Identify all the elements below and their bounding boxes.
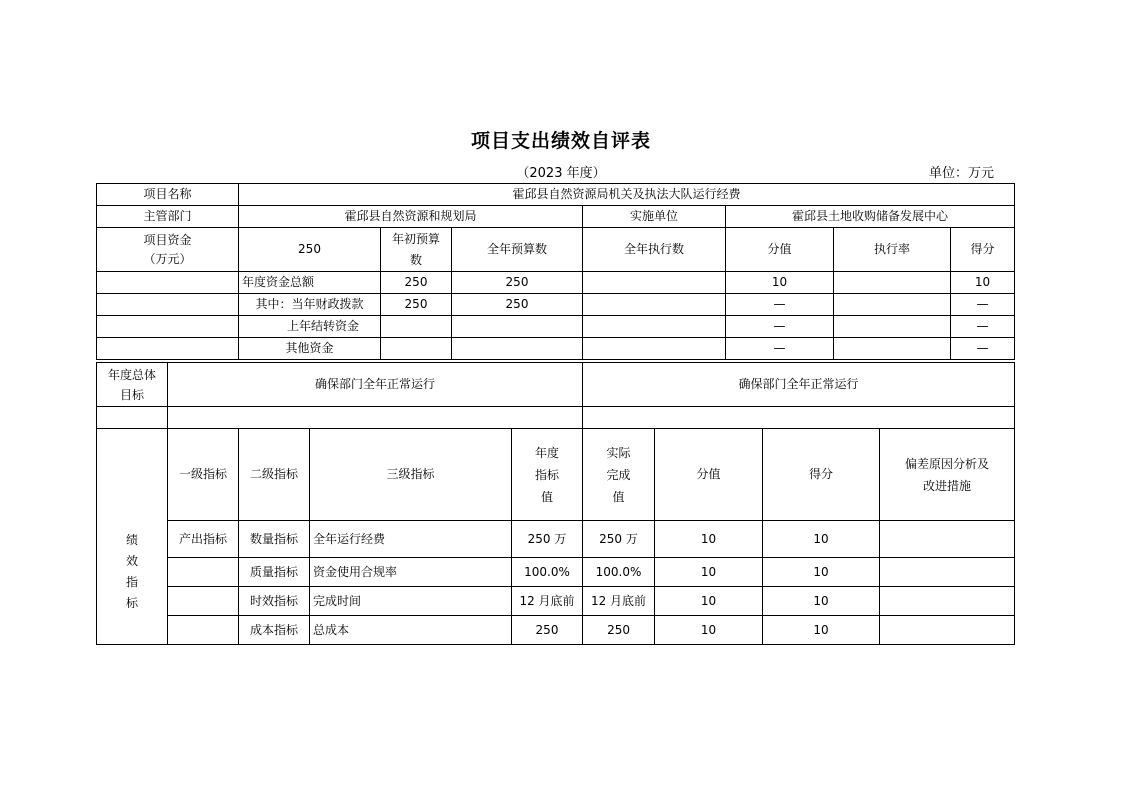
- indicator-score: 10: [763, 521, 880, 558]
- header-score: 得分: [951, 228, 1015, 272]
- fund-row-exec: [583, 294, 726, 316]
- header-exec-rate: 执行率: [834, 228, 951, 272]
- indicator-row: [97, 616, 1015, 645]
- fund-row-label: 其他资金: [239, 338, 381, 360]
- indicator-level2: 质量指标: [239, 558, 310, 587]
- header-target: [512, 429, 583, 521]
- header-actual-text: 实际 完成 值: [606, 445, 631, 504]
- header-initial-budget: 年初预算 数: [381, 228, 452, 272]
- indicator-row: [97, 558, 1015, 587]
- indicator-target: 250: [512, 616, 583, 645]
- indicator-level3: 完成时间: [310, 587, 512, 616]
- funds-amount: 250: [239, 228, 381, 272]
- indicator-level1: 产出指标: [168, 521, 239, 558]
- indicator-side-text: 绩 效 指 标: [125, 532, 138, 610]
- goal-blank: [168, 407, 583, 429]
- fund-row-blank: [97, 338, 239, 360]
- indicator-row: [97, 521, 1015, 558]
- indicator-deviation: [880, 558, 1015, 587]
- fund-row-rate: [834, 338, 951, 360]
- indicator-score-value: 10: [655, 521, 763, 558]
- department-label: 主管部门: [97, 206, 239, 228]
- indicator-level2: 时效指标: [239, 587, 310, 616]
- implementer-value: 霍邱县土地收购储备发展中心: [726, 206, 1015, 228]
- header-level2: 二级指标: [239, 429, 310, 521]
- indicator-level2: 数量指标: [239, 521, 310, 558]
- indicator-target: 100.0%: [512, 558, 583, 587]
- fund-row-annual: 250: [452, 294, 583, 316]
- fund-row-initial: 250: [381, 294, 452, 316]
- indicator-score-value: 10: [655, 558, 763, 587]
- indicator-deviation: [880, 616, 1015, 645]
- fund-row-rate: [834, 316, 951, 338]
- indicator-level2: 成本指标: [239, 616, 310, 645]
- fund-row-exec: [583, 316, 726, 338]
- indicator-level3: 全年运行经费: [310, 521, 512, 558]
- fund-row-annual: [452, 316, 583, 338]
- goal-actual: 确保部门全年正常运行: [583, 363, 1015, 407]
- goal-indicator-table: [96, 362, 1015, 645]
- fund-row-initial: [381, 316, 452, 338]
- goal-label: 年度总体 目标: [97, 363, 168, 407]
- fund-row-annual: [452, 338, 583, 360]
- department-row: [97, 206, 1015, 228]
- header-deviation: [880, 429, 1015, 521]
- indicator-level1: [168, 558, 239, 587]
- indicator-score: 10: [763, 558, 880, 587]
- fund-row-annual: 250: [452, 272, 583, 294]
- project-name-value: 霍邱县自然资源局机关及执法大队运行经费: [239, 184, 1015, 206]
- indicator-level3: 资金使用合规率: [310, 558, 512, 587]
- indicator-actual: 250 万: [583, 521, 655, 558]
- fund-row-score-value: —: [726, 294, 834, 316]
- fund-row-label: 上年结转资金: [239, 316, 381, 338]
- funds-label: [97, 228, 239, 272]
- header-score-value: 分值: [655, 429, 763, 521]
- indicator-target: 12 月底前: [512, 587, 583, 616]
- fund-row-label: 年度资金总额: [239, 272, 381, 294]
- fund-row-initial: [381, 338, 452, 360]
- funds-label-text: 项目资金: [143, 232, 192, 247]
- header-deviation-text: 偏差原因分析及 改进措施: [905, 456, 990, 493]
- project-name-row: [97, 184, 1015, 206]
- indicator-target: 250 万: [512, 521, 583, 558]
- fund-row-exec: [583, 338, 726, 360]
- fund-row-blank: [97, 316, 239, 338]
- evaluation-table-main: [96, 183, 1015, 360]
- indicator-side-label: [97, 429, 168, 645]
- indicator-level3: 总成本: [310, 616, 512, 645]
- fund-row-blank: [97, 272, 239, 294]
- funds-header-row: [97, 228, 1015, 272]
- goal-blank-row: [97, 407, 1015, 429]
- indicator-level1: [168, 616, 239, 645]
- goal-expected: 确保部门全年正常运行: [168, 363, 583, 407]
- indicator-actual: 250: [583, 616, 655, 645]
- indicator-actual: 12 月底前: [583, 587, 655, 616]
- fund-row-blank: [97, 294, 239, 316]
- fund-row-score: —: [951, 294, 1015, 316]
- fund-row-score-value: —: [726, 316, 834, 338]
- header-annual-budget: 全年预算数: [452, 228, 583, 272]
- fund-row-exec: [583, 272, 726, 294]
- fund-row: [97, 338, 1015, 360]
- indicator-score: 10: [763, 616, 880, 645]
- fund-row: [97, 316, 1015, 338]
- goal-blank: [583, 407, 1015, 429]
- fund-row-score-value: —: [726, 338, 834, 360]
- indicator-level1: [168, 587, 239, 616]
- fund-row-score-value: 10: [726, 272, 834, 294]
- fund-row-rate: [834, 294, 951, 316]
- header-annual-exec: 全年执行数: [583, 228, 726, 272]
- fund-row: [97, 294, 1015, 316]
- indicator-deviation: [880, 587, 1015, 616]
- header-score-value: 分值: [726, 228, 834, 272]
- department-value: 霍邱县自然资源和规划局: [239, 206, 583, 228]
- unit-label: 单位：万元: [929, 166, 995, 181]
- fund-row-label: 其中：当年财政拨款: [239, 294, 381, 316]
- project-name-label: 项目名称: [97, 184, 239, 206]
- implementer-label: 实施单位: [583, 206, 726, 228]
- year-label: （2023 年度）: [516, 166, 606, 181]
- fund-row: [97, 272, 1015, 294]
- header-target-text: 年度 指标 值: [535, 445, 560, 504]
- fund-row-score: —: [951, 338, 1015, 360]
- header-actual: [583, 429, 655, 521]
- header-level3: 三级指标: [310, 429, 512, 521]
- indicator-deviation: [880, 521, 1015, 558]
- indicator-actual: 100.0%: [583, 558, 655, 587]
- indicator-score: 10: [763, 587, 880, 616]
- goal-row: [97, 363, 1015, 407]
- funds-label-unit: （万元）: [143, 251, 192, 266]
- header-score: 得分: [763, 429, 880, 521]
- header-level1: 一级指标: [168, 429, 239, 521]
- fund-row-rate: [834, 272, 951, 294]
- indicator-score-value: 10: [655, 616, 763, 645]
- goal-blank: [97, 407, 168, 429]
- fund-row-score: —: [951, 316, 1015, 338]
- indicator-row: [97, 587, 1015, 616]
- fund-row-score: 10: [951, 272, 1015, 294]
- fund-row-initial: 250: [381, 272, 452, 294]
- page-title: 项目支出绩效自评表: [470, 130, 651, 152]
- indicator-score-value: 10: [655, 587, 763, 616]
- indicator-header-row: [97, 429, 1015, 521]
